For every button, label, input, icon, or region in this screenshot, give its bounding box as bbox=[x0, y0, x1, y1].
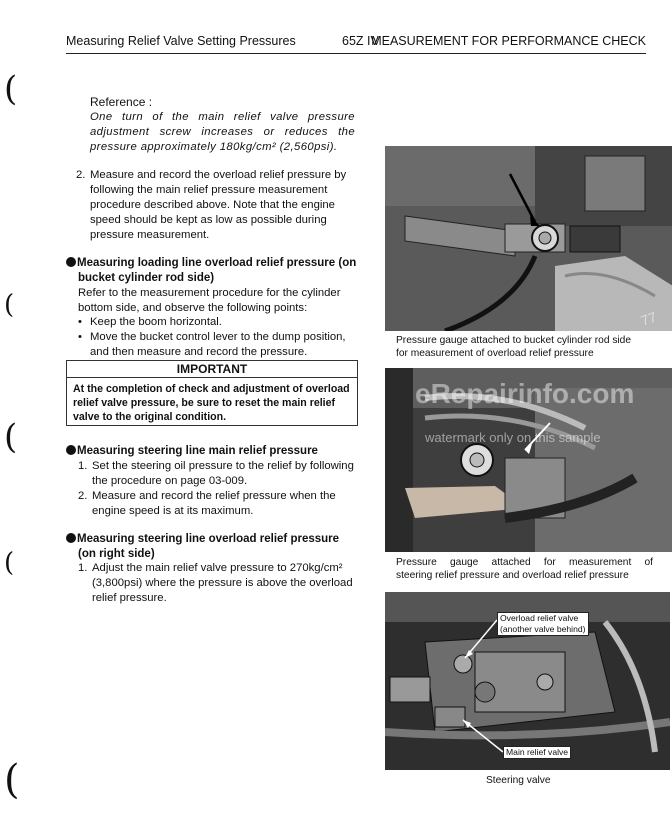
bullet-item bbox=[78, 330, 358, 360]
photo-steering-gauge bbox=[385, 368, 672, 552]
callout-overload-relief-valve bbox=[497, 612, 589, 636]
paragraph-line: bottom side, and observe the following points: bbox=[78, 302, 308, 314]
photo-steering-valve bbox=[385, 592, 670, 770]
header-rule bbox=[66, 53, 646, 54]
svg-text:77: 77 bbox=[638, 308, 659, 329]
section-heading-bucket bbox=[66, 256, 361, 286]
section-heading-text: bucket cylinder rod side) bbox=[78, 272, 215, 284]
photo-caption bbox=[396, 334, 666, 360]
svg-text:watermark only on this sample: watermark only on this sample bbox=[425, 430, 601, 445]
bullet-dot-icon bbox=[66, 445, 76, 455]
header-chapter-title: MEASUREMENT FOR PERFORMANCE CHECK bbox=[371, 34, 646, 48]
binder-hole-mark: ( bbox=[4, 290, 15, 320]
section-heading-text: (on right side) bbox=[78, 548, 155, 560]
bullet-item bbox=[78, 315, 358, 330]
photo-caption: Steering valve bbox=[486, 775, 551, 786]
caption-line: for measurement of overload relief pressure bbox=[396, 348, 594, 359]
step-line: relief pressure. bbox=[92, 592, 167, 604]
section-heading-text: Measuring steering line main relief pressure bbox=[77, 445, 318, 457]
section-heading-text: Measuring steering line overload relief pressure bbox=[77, 533, 340, 545]
bullet-mark: • bbox=[78, 331, 82, 343]
step-line: following the main relief pressure measurement bbox=[90, 184, 328, 196]
important-line: At the completion of check and adjustment of overload bbox=[73, 383, 350, 395]
caption-line: Pressure gauge attached to bucket cylinder rod side bbox=[396, 335, 632, 346]
step-line: Set the steering oil pressure to the relief by following bbox=[92, 460, 354, 472]
step-2 bbox=[78, 489, 358, 519]
reference-title: Reference : bbox=[90, 95, 153, 109]
step-line: procedure described above. Note that the engine bbox=[90, 199, 335, 211]
step-line: Measure and record the relief pressure when the bbox=[92, 490, 336, 502]
caption-line: steering relief pressure and overload relief pressure bbox=[396, 570, 629, 581]
step-number: 1. bbox=[78, 460, 88, 472]
section-bucket-intro bbox=[78, 286, 358, 316]
binder-hole-mark: ( bbox=[4, 417, 18, 457]
section-heading-steering-main bbox=[66, 444, 361, 459]
bullet-text: Move the bucket control lever to the dump position, bbox=[90, 331, 346, 343]
bullet-dot-icon bbox=[66, 257, 76, 267]
step-number: 2. bbox=[78, 490, 88, 502]
reference-line: adjustment screw increases or reduces the bbox=[90, 126, 355, 138]
photo-illustration bbox=[385, 368, 672, 552]
section-heading-steering-overload bbox=[66, 532, 361, 562]
callout-text: Overload relief valve bbox=[500, 613, 579, 623]
step-line: engine speed is at its maximum. bbox=[92, 505, 254, 517]
bullet-text: and then measure and record the pressure. bbox=[90, 346, 308, 358]
callout-text: (another valve behind) bbox=[500, 624, 586, 634]
reference-line: One turn of the main relief valve pressure bbox=[90, 111, 355, 123]
step-line: (3,800psi) where the pressure is above the overload bbox=[92, 577, 353, 589]
caption-line: Pressure gauge attached for measurement of bbox=[396, 557, 653, 568]
bullet-dot-icon bbox=[66, 533, 76, 543]
step-line: Adjust the main relief valve pressure to 270kg/cm² bbox=[92, 562, 343, 574]
photo-illustration bbox=[385, 146, 672, 331]
binder-hole-mark: ( bbox=[4, 548, 15, 578]
photo-caption bbox=[396, 556, 653, 569]
header-section-title: Measuring Relief Valve Setting Pressures bbox=[66, 34, 296, 48]
step-number: 1. bbox=[78, 562, 88, 574]
bullet-text: Keep the boom horizontal. bbox=[90, 316, 222, 328]
important-line: valve to the original condition. bbox=[73, 411, 227, 423]
reference-body bbox=[90, 110, 355, 155]
step-line: pressure measurement. bbox=[90, 229, 210, 241]
photo-bucket-cylinder-gauge bbox=[385, 146, 672, 331]
callout-main-relief-valve: Main relief valve bbox=[503, 746, 571, 759]
important-title: IMPORTANT bbox=[67, 361, 357, 378]
step-2 bbox=[76, 168, 356, 246]
photo-caption bbox=[396, 569, 666, 582]
step-line: Measure and record the overload relief pressure by bbox=[90, 169, 347, 181]
step-number: 2. bbox=[76, 169, 86, 181]
binder-hole-mark: ( bbox=[4, 69, 18, 109]
svg-text:eRepairinfo.com: eRepairinfo.com bbox=[415, 378, 635, 409]
paragraph-line: Refer to the measurement procedure for the cylinder bbox=[78, 287, 341, 299]
step-line: speed should be kept as low as possible during bbox=[90, 214, 327, 226]
section-heading-text: Measuring loading line overload relief pressure (on bbox=[77, 257, 357, 269]
page-header bbox=[66, 34, 646, 52]
step-1 bbox=[78, 561, 358, 606]
binder-hole-mark: ( bbox=[4, 757, 20, 803]
important-notice-box bbox=[66, 360, 358, 426]
header-model: 65Z IV bbox=[342, 34, 379, 48]
step-line: the procedure on page 03-009. bbox=[92, 475, 248, 487]
step-1 bbox=[78, 459, 358, 489]
bullet-mark: • bbox=[78, 316, 82, 328]
reference-line: pressure approximately 180kg/cm² (2,560psi). bbox=[90, 141, 338, 153]
important-line: relief valve pressure, be sure to reset the main relief bbox=[73, 397, 336, 409]
